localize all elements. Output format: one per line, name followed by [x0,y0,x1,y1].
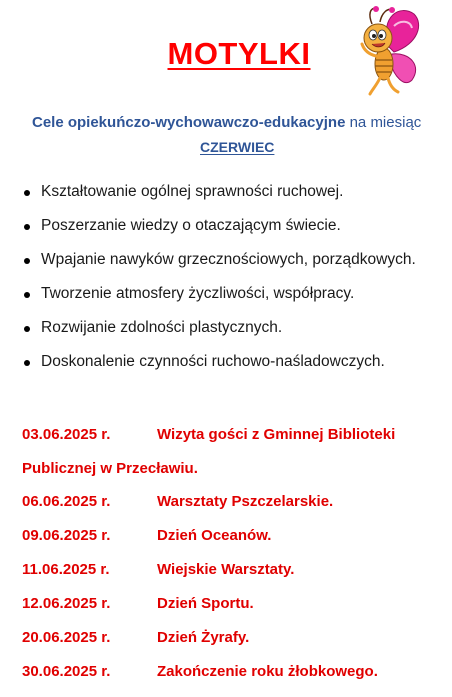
goal-text: Kształtowanie ogólnej sprawności ruchowej. [41,183,344,200]
event-date: 20.06.2025 r. [22,629,111,646]
goals-list [18,183,416,387]
bullet-icon [24,360,30,366]
bullet-icon [24,326,30,332]
event-date: 03.06.2025 r. [22,426,111,443]
list-item [18,353,416,387]
goals-heading-rest: na miesiąc [345,114,422,131]
bullet-icon [24,258,30,264]
event-name: Dzień Żyrafy. [157,629,250,646]
list-item [18,183,416,217]
event-date: 30.06.2025 r. [22,663,111,680]
event-name: Wiejskie Warsztaty. [157,561,295,578]
list-item [18,217,416,251]
goal-text: Tworzenie atmosfery życzliwości, współpracy. [41,285,355,302]
list-item [18,319,416,353]
event-date: 11.06.2025 r. [22,561,110,578]
bullet-icon [24,224,30,230]
list-item [18,251,416,285]
goal-text: Poszerzanie wiedzy o otaczającym świecie. [41,217,341,234]
event-name: Warsztaty Pszczelarskie. [157,493,334,510]
bullet-icon [24,292,30,298]
month-label: CZERWIEC [200,139,275,155]
event-name: Wizyta gości z Gminnej Biblioteki [157,426,396,443]
event-date: 06.06.2025 r. [22,493,111,510]
event-name: Dzień Oceanów. [157,527,272,544]
page-title: MOTYLKI [167,36,311,71]
goals-heading-bold: Cele opiekuńczo-wychowawczo-edukacyjne [32,114,346,131]
goal-text: Wpajanie nawyków grzecznościowych, porządkowych. [41,251,416,268]
event-date: 12.06.2025 r. [22,595,111,612]
goal-text: Rozwijanie zdolności plastycznych. [41,319,283,336]
butterfly-icon [350,6,422,98]
event-date: 09.06.2025 r. [22,527,111,544]
event-name-continuation: Publicznej w Przecławiu. [22,460,198,477]
event-name: Zakończenie roku żłobkowego. [157,663,378,680]
list-item [18,285,416,319]
event-name: Dzień Sportu. [157,595,254,612]
goals-heading [32,114,421,131]
bullet-icon [24,190,30,196]
goal-text: Doskonalenie czynności ruchowo-naśladowczych. [41,353,385,370]
